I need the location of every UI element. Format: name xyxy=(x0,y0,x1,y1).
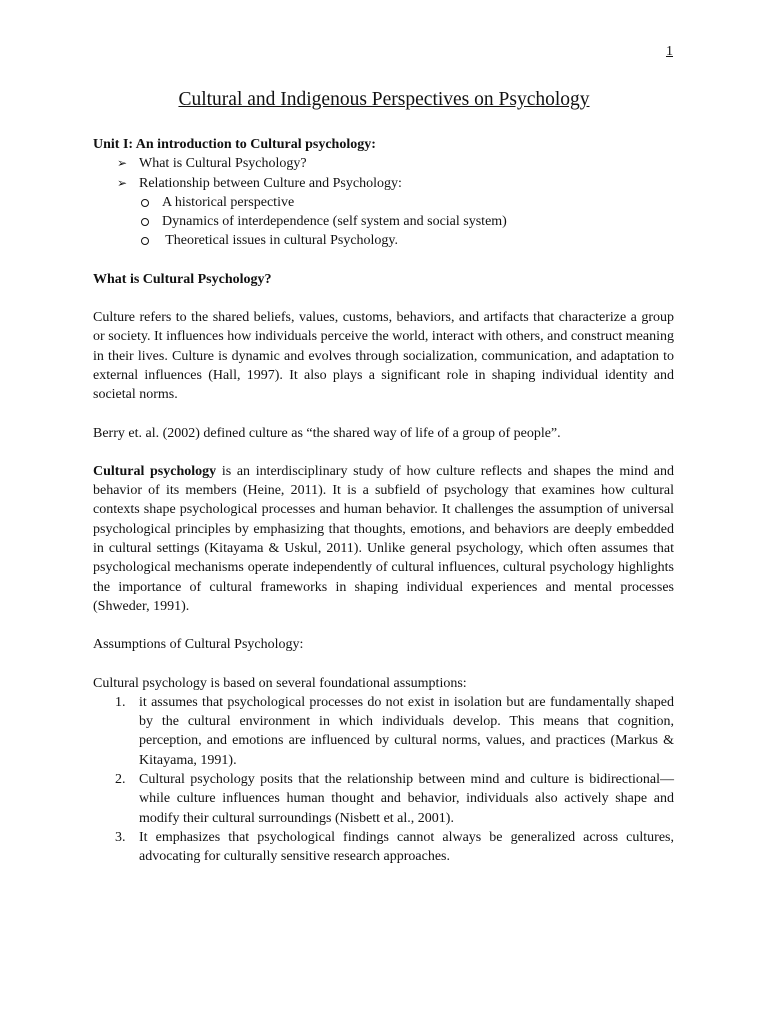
assumption-item xyxy=(93,770,674,828)
unit-subtopic-item xyxy=(139,231,674,250)
berry-definition-paragraph: Berry et. al. (2002) defined culture as “the shared way of life of a group of people”. xyxy=(93,425,561,441)
unit-heading: Unit I: An introduction to Cultural psychology: xyxy=(93,137,376,152)
assumption-number: 2. xyxy=(115,772,126,788)
unit-topic-list xyxy=(93,154,674,193)
cultural-psychology-paragraph xyxy=(93,462,674,616)
assumption-number: 3. xyxy=(115,829,126,845)
section-heading: What is Cultural Psychology? xyxy=(93,271,272,287)
culture-paragraph: Culture refers to the shared beliefs, values, customs, behaviors, and artifacts that characterize a group or society. It influences how individuals perceive the world, interact with others, and construct meaning in their lives. Culture is dynamic and evolves through socialization, communication, and adaptation to external influences (Hall, 1997). It also plays a significant role in shaping individual identity and societal norms. xyxy=(93,310,674,403)
assumption-text: it assumes that psychological processes do not exist in isolation but are fundamentally shaped by the cultural environment in which individuals develop. This means that cognition, perception, and emotions are influenced by cultural norms, values, and practices (Markus & Kitayama, 1991). xyxy=(139,694,674,768)
assumptions-list xyxy=(93,693,674,867)
cultural-psychology-term: Cultural psychology xyxy=(93,463,217,479)
assumption-number: 1. xyxy=(115,694,126,710)
unit-topic-item xyxy=(117,154,674,173)
unit-subtopic-item xyxy=(139,212,674,231)
unit-topic-label: Relationship between Culture and Psychology: xyxy=(139,175,402,191)
unit-topic-item xyxy=(117,174,674,193)
document-title: Cultural and Indigenous Perspectives on Psychology xyxy=(178,89,590,110)
unit-subtopic-label: Dynamics of interdependence (self system and social system) xyxy=(162,214,507,230)
unit-topic-label: What is Cultural Psychology? xyxy=(139,156,307,172)
unit-subtopic-item xyxy=(139,193,674,212)
page-number: 1 xyxy=(666,44,673,59)
assumption-item xyxy=(93,693,674,770)
unit-subtopic-list xyxy=(93,193,674,251)
assumption-item xyxy=(93,828,674,867)
assumptions-heading: Assumptions of Cultural Psychology: xyxy=(93,637,304,653)
cultural-psychology-text: is an interdisciplinary study of how culture reflects and shapes the mind and behavior of its members (Heine, 2011). It is a subfield of psychology that examines how cultural contexts shape psychological processes and human behavior. It challenges the assumption of universal psychological principles by emphasizing that thoughts, emotions, and behaviors are deeply embedded in cultural settings (Kitayama & Uskul, 2011). Unlike general psychology, which often assumes that psychological mechanisms operate independently of cultural influences, cultural psychology highlights the importance of cultural frameworks in shaping individual experiences and mental processes (Shweder, 1991). xyxy=(93,463,674,614)
document-body xyxy=(93,135,674,867)
assumption-text: Cultural psychology posits that the relationship between mind and culture is bidirectional—while culture influences human thought and behavior, individuals also actively shape and modify their cultural surroundings (Nisbett et al., 2001). xyxy=(139,772,674,826)
assumption-text: It emphasizes that psychological findings cannot always be generalized across cultures, advocating for culturally sensitive research approaches. xyxy=(139,829,674,865)
unit-subtopic-label: A historical perspective xyxy=(162,194,295,210)
unit-subtopic-label: Theoretical issues in cultural Psychology. xyxy=(162,233,399,249)
assumptions-intro: Cultural psychology is based on several foundational assumptions: xyxy=(93,675,467,691)
